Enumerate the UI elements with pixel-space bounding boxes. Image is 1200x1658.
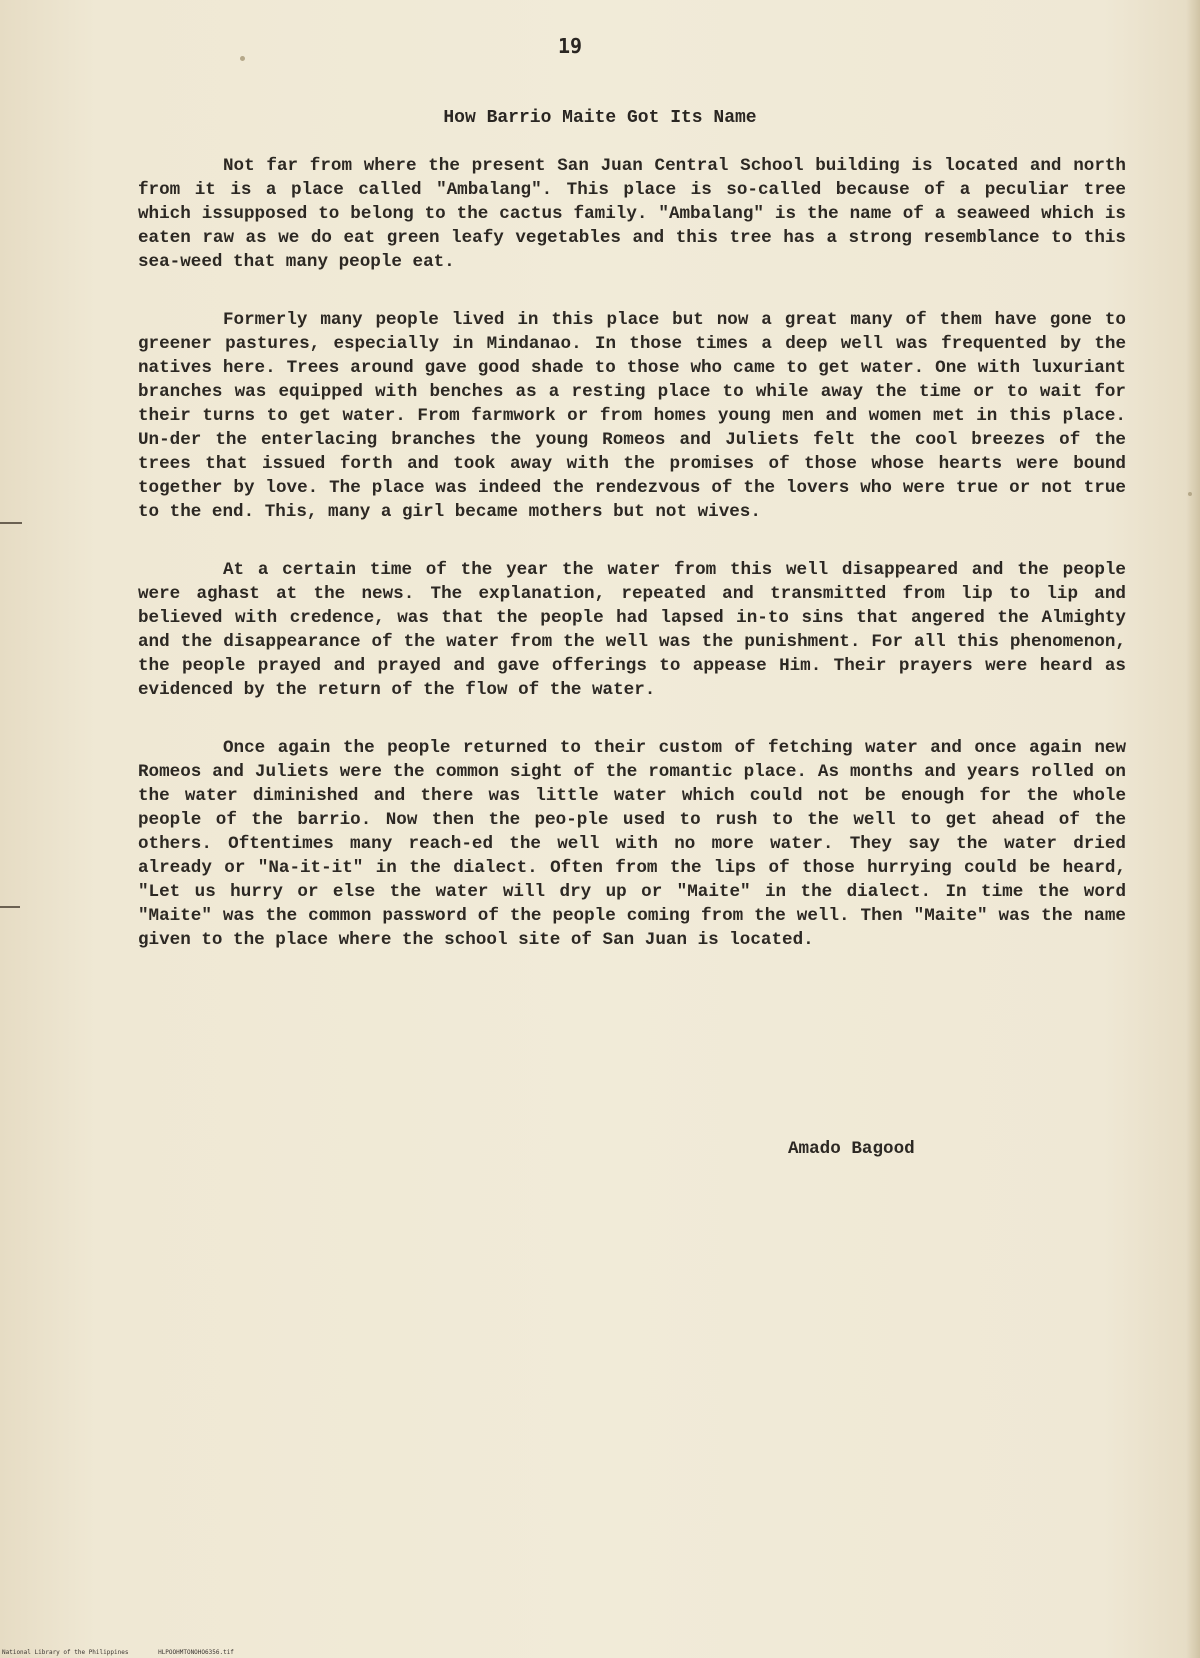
margin-mark (0, 522, 22, 524)
footer-file-id: HLPOOHMTONOHO6356.tif (158, 1649, 234, 1656)
author-signature: Amado Bagood (788, 1139, 915, 1159)
margin-mark (0, 906, 20, 908)
page-number: 19 (557, 34, 583, 58)
scan-footer (2, 1649, 260, 1656)
paragraph-1: Not far from where the present San Juan Central School building is located and north from it is a place called "Ambalang". This place is so-called because of a peculiar tree which issupposed to belong to the cactus family. "Ambalang" is the name of a seaweed which is eaten raw as we do eat green leafy vegetables and this tree has a strong resemblance to this sea-weed that many people eat. (138, 156, 1126, 272)
document-title: How Barrio Maite Got Its Name (443, 108, 757, 128)
paper-speck (1188, 492, 1192, 496)
page-edge-shadow (1186, 0, 1200, 1658)
paper-speck (240, 56, 245, 61)
footer-library: National Library of the Philippines (2, 1649, 129, 1656)
paragraph-2: Formerly many people lived in this place but now a great many of them have gone to greener pastures, especially in Mindanao. In those times a deep well was frequented by the natives here. Trees around gave good shade to those who came to get water. One with luxuriant branches was equipped with benches as a resting place to while away the time or to wait for their turns to get water. From farmwork or from homes young men and women met in this place. Un-der the enterlacing branches the young Romeos and Juliets felt the cool breezes of the trees that issued forth and took away with the promises of those whose hearts were bound together by love. The place was indeed the rendezvous of the lovers who were true or not true to the end. This, many a girl became mothers but not wives. (138, 310, 1126, 522)
document-body (138, 154, 1126, 986)
paragraph-4: Once again the people returned to their custom of fetching water and once again new Romeos and Juliets were the common sight of the romantic place. As months and years rolled on the water diminished and there was little water which could not be enough for the whole people of the barrio. Now then the peo-ple used to rush to the well to get ahead of the others. Oftentimes many reach-ed the well with no more water. They say the water dried already or "Na-it-it" in the dialect. Often from the lips of those hurrying could be heard, "Let us hurry or else the water will dry up or "Maite" in the dialect. In time the word "Maite" was the common password of the people coming from the well. Then "Maite" was the name given to the place where the school site of San Juan is located. (138, 738, 1126, 950)
paragraph-3: At a certain time of the year the water from this well disappeared and the people were aghast at the news. The explanation, repeated and transmitted from lip to lip and believed with credence, was that the people had lapsed in-to sins that angered the Almighty and the disappearance of the water from the well was the punishment. For all this phenomenon, the people prayed and prayed and gave offerings to appease Him. Their prayers were heard as evidenced by the return of the flow of the water. (138, 560, 1126, 700)
